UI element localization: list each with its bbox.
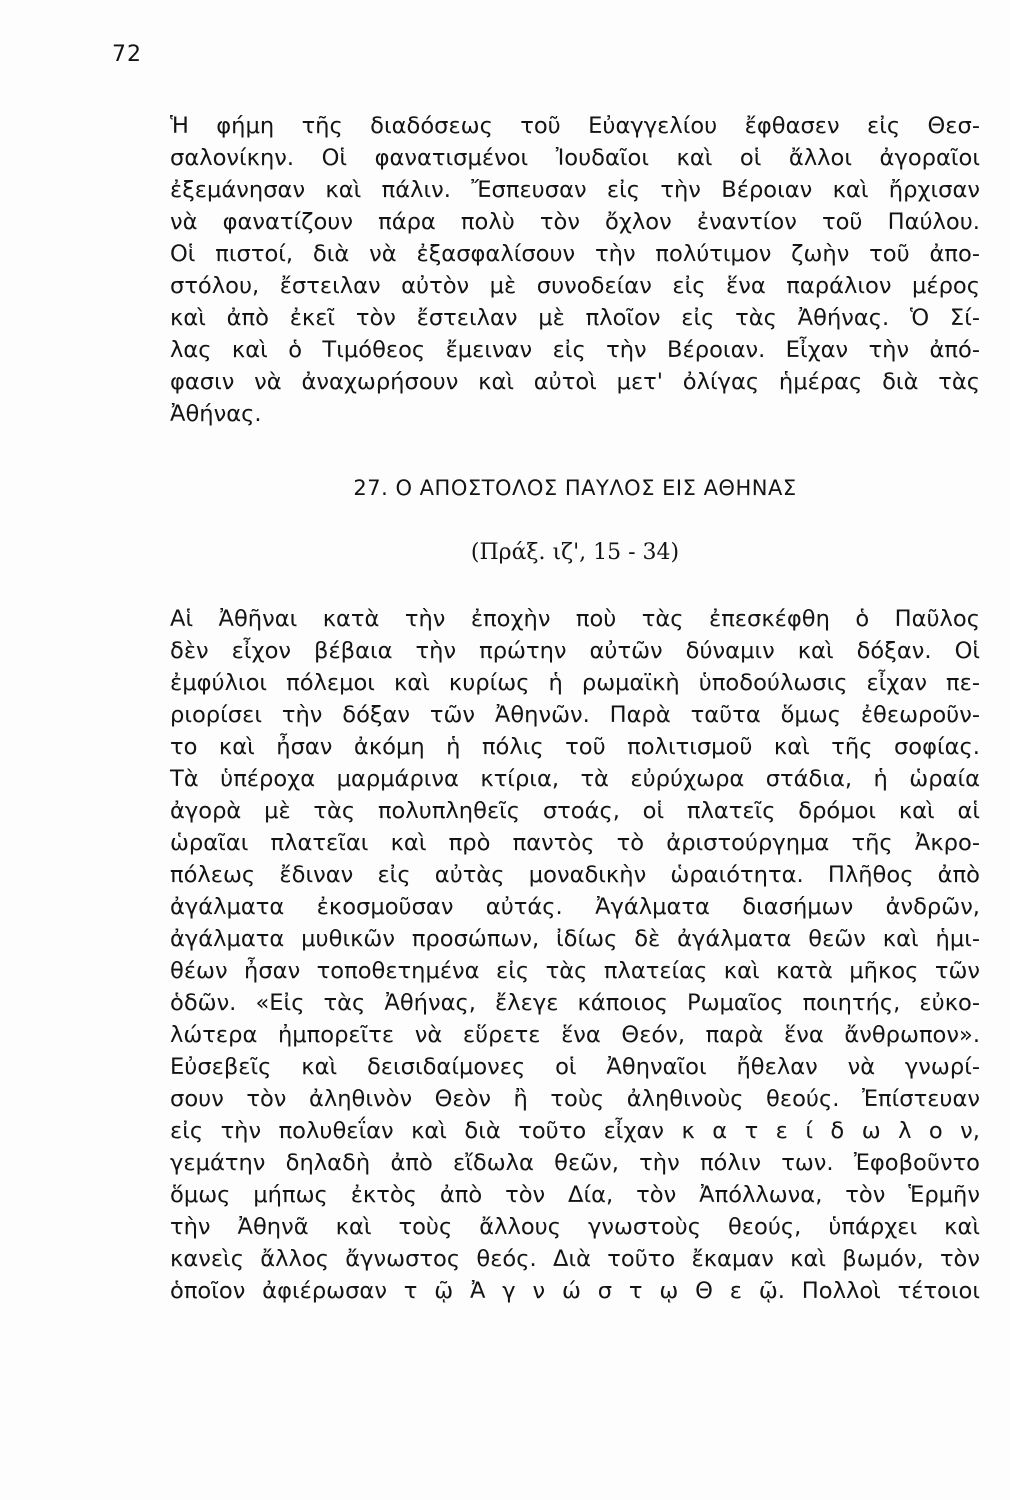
text-line: ἐμφύλιοι πόλεμοι καὶ κυρίως ἡ ρωμαϊκὴ ὑποδούλωσις εἶχαν πε-	[170, 670, 980, 696]
text-line: κανεὶς ἄλλος ἄγνωστος θεός. Διὰ τοῦτο ἔκαμαν καὶ βωμόν, τὸν	[170, 1246, 980, 1272]
text-line: Εὐσεβεῖς καὶ δεισιδαίμονες οἱ Ἀθηναῖοι ἤθελαν νὰ γνωρί-	[170, 1054, 980, 1080]
text-line: τὴν Ἀθηνᾶ καὶ τοὺς ἄλλους γνωστοὺς θεούς, ὑπάρχει καὶ	[170, 1214, 980, 1240]
paragraph-athens	[170, 603, 980, 1307]
text-line: Αἱ Ἀθῆναι κατὰ τὴν ἐποχὴν ποὺ τὰς ἐπεσκέφθη ὁ Παῦλος	[170, 606, 980, 632]
text-line: ὁποῖον ἀφιέρωσαν τ ῷ Ἀ γ ν ώ σ τ ῳ Θ ε ῷ. Πολλοὶ τέτοιοι	[170, 1278, 980, 1304]
text-line: εἰς τὴν πολυθεΐαν καὶ διὰ τοῦτο εἶχαν κ α τ ε ί δ ω λ ο ν,	[170, 1118, 980, 1144]
text-line: ἀγορὰ μὲ τὰς πολυπληθεῖς στοάς, οἱ πλατεῖς δρόμοι καὶ αἱ	[170, 798, 980, 824]
text-line: ὁδῶν. «Εἰς τὰς Ἀθήνας, ἔλεγε κάποιος Ρωμαῖος ποιητής, εὐκο-	[170, 990, 980, 1016]
text-line: στόλου, ἔστειλαν αὐτὸν μὲ συνοδείαν εἰς ἕνα παράλιον μέρος	[170, 273, 980, 299]
text-line: γεμάτην δηλαδὴ ἀπὸ εἴδωλα θεῶν, τὴν πόλιν των. Ἐφοβοῦντο	[170, 1150, 980, 1176]
chapter-reference: (Πράξ. ιζ', 15 - 34)	[470, 540, 680, 565]
text-line: νὰ φανατίζουν πάρα πολὺ τὸν ὄχλον ἐναντίον τοῦ Παύλου.	[170, 209, 980, 235]
text-line: ριορίσει τὴν δόξαν τῶν Ἀθηνῶν. Παρὰ ταῦτα ὅμως ἐθεωροῦν-	[170, 702, 980, 728]
text-line: ἐξεμάνησαν καὶ πάλιν. Ἔσπευσαν εἰς τὴν Βέροιαν καὶ ἤρχισαν	[170, 177, 980, 203]
text-line: θέων ἦσαν τοποθετημένα εἰς τὰς πλατείας καὶ κατὰ μῆκος τῶν	[170, 958, 980, 984]
text-line: Ἡ φήμη τῆς διαδόσεως τοῦ Εὐαγγελίου ἔφθασεν εἰς Θεσ-	[170, 113, 980, 139]
text-line: σαλονίκην. Οἱ φανατισμένοι Ἰουδαῖοι καὶ οἱ ἄλλοι ἀγοραῖοι	[170, 145, 980, 171]
text-line: φασιν νὰ ἀναχωρήσουν καὶ αὐτοὶ μετ' ὀλίγας ἡμέρας διὰ τὰς	[170, 369, 980, 395]
text-line: ὅμως μήπως ἐκτὸς ἀπὸ τὸν Δία, τὸν Ἀπόλλωνα, τὸν Ἑρμῆν	[170, 1182, 980, 1208]
chapter-heading: 27. Ο ΑΠΟΣΤΟΛΟΣ ΠΑΥΛΟΣ ΕΙΣ ΑΘΗΝΑΣ	[353, 476, 797, 500]
text-line: λώτερα ἠμπορεῖτε νὰ εὕρετε ἕνα Θεόν, παρὰ ἕνα ἄνθρωπον».	[170, 1022, 980, 1048]
text-line: ἀγάλματα μυθικῶν προσώπων, ἰδίως δὲ ἀγάλματα θεῶν καὶ ἡμι-	[170, 926, 980, 952]
text-line: ὡραῖαι πλατεῖαι καὶ πρὸ παντὸς τὸ ἀριστούργημα τῆς Ἀκρο-	[170, 830, 980, 856]
text-line: το καὶ ἦσαν ἀκόμη ἡ πόλις τοῦ πολιτισμοῦ καὶ τῆς σοφίας.	[170, 734, 980, 760]
text-line: πόλεως ἔδιναν εἰς αὐτὰς μοναδικὴν ὡραιότητα. Πλῆθος ἀπὸ	[170, 862, 980, 888]
text-line: Οἱ πιστοί, διὰ νὰ ἐξασφαλίσουν τὴν πολύτιμον ζωὴν τοῦ ἀπο-	[170, 241, 980, 267]
text-line: δὲν εἶχον βέβαια τὴν πρώτην αὐτῶν δύναμιν καὶ δόξαν. Οἱ	[170, 638, 980, 664]
text-line: καὶ ἀπὸ ἐκεῖ τὸν ἔστειλαν μὲ πλοῖον εἰς τὰς Ἀθήνας. Ὁ Σί-	[170, 305, 980, 331]
text-line: Τὰ ὑπέροχα μαρμάρινα κτίρια, τὰ εὐρύχωρα στάδια, ἡ ὡραία	[170, 766, 980, 792]
text-line: σουν τὸν ἀληθινὸν Θεὸν ἢ τοὺς ἀληθινοὺς θεούς. Ἐπίστευαν	[170, 1086, 980, 1112]
text-line: ἀγάλματα ἐκοσμοῦσαν αὐτάς. Ἀγάλματα διασήμων ἀνδρῶν,	[170, 894, 980, 920]
paragraph-rumor-spread	[170, 110, 980, 430]
page-number: 72	[112, 42, 142, 67]
text-line: Ἀθήνας.	[170, 401, 262, 427]
text-line: λας καὶ ὁ Τιμόθεος ἔμειναν εἰς τὴν Βέροιαν. Εἶχαν τὴν ἀπό-	[170, 337, 980, 363]
